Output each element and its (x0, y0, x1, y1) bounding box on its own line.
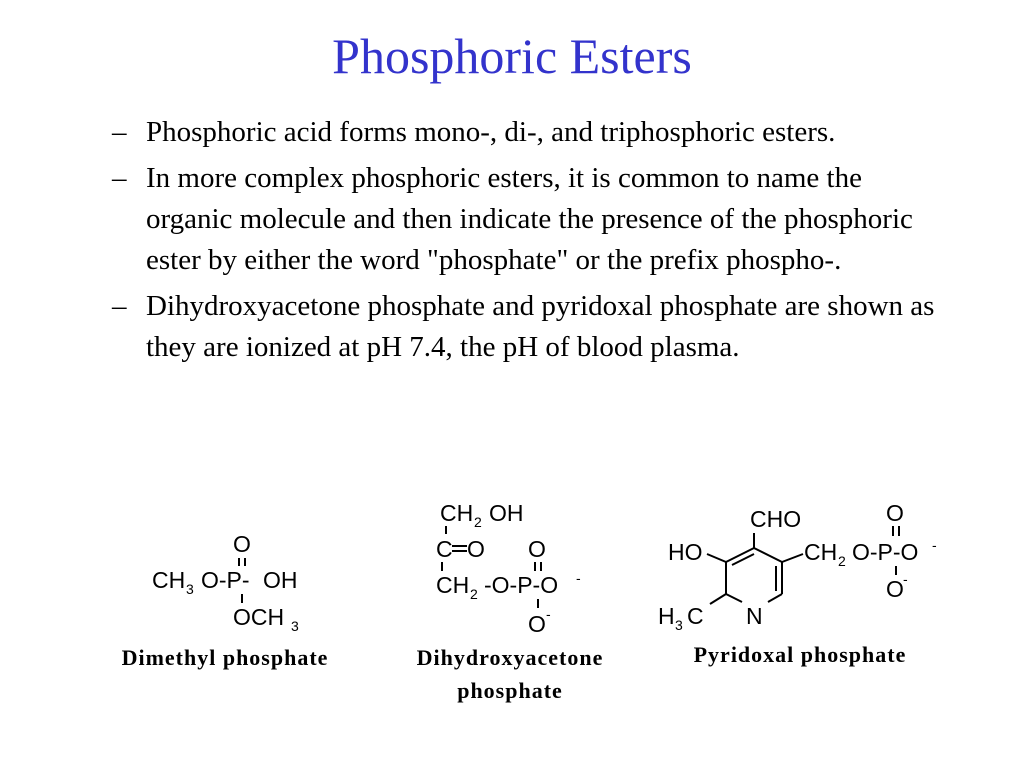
single-bond (710, 594, 726, 604)
phosphate-chain: -O-P-O (484, 572, 559, 598)
caption-dhap-line1: Dihydroxyacetone (416, 645, 604, 670)
phosphate-chain: O-P-O (852, 539, 919, 565)
caption-pyridoxal-phosphate: Pyridoxal phosphate (693, 642, 907, 667)
dhap-structure (436, 500, 581, 637)
atom-oh: OH (489, 500, 524, 526)
dimethyl-phosphate-structure (152, 531, 299, 634)
bullet-text: In more complex phosphoric esters, it is common to name the organic molecule and then indicate the presence of the phosphoric ester by either the word "phosphate" or the prefix phospho-. (146, 162, 913, 276)
atom-cho: CHO (750, 506, 802, 532)
atom-c: C (436, 536, 453, 562)
ring-bond (768, 594, 782, 602)
atom-o: O (886, 500, 904, 526)
bullet-text: Dihydroxyacetone phosphate and pyridoxal phosphate are shown as they are ionized at pH 7.4, the pH of blood plasma. (146, 290, 935, 363)
ester-chain: O-P- (201, 567, 250, 593)
atom-h: H (658, 603, 675, 629)
atom-o: O (467, 536, 485, 562)
subscript: 3 (291, 618, 299, 634)
atom-o: O (886, 576, 904, 602)
atom-oh: OH (263, 567, 298, 593)
subscript: 2 (838, 553, 846, 569)
charge-minus: - (932, 537, 937, 553)
caption-dhap-line2: phosphate (457, 678, 563, 703)
charge-minus: - (576, 570, 581, 586)
ring-bond (754, 548, 782, 562)
bullet-text: Phosphoric acid forms mono-, di-, and triphosphoric esters. (146, 116, 836, 148)
atom-c: C (687, 603, 704, 629)
subscript: 3 (675, 617, 683, 633)
charge-minus: - (546, 606, 551, 622)
single-bond (782, 554, 803, 562)
subscript: 3 (186, 581, 194, 597)
atom-ho: HO (668, 539, 703, 565)
atom-ch: CH (436, 572, 470, 598)
pyridoxal-phosphate-structure (658, 500, 937, 633)
subscript: 2 (474, 514, 482, 530)
ring-double-bond (732, 554, 754, 565)
single-bond (707, 554, 726, 562)
bullet-dash: – (112, 116, 127, 148)
atom-o: O (233, 531, 251, 557)
slide-title: Phosphoric Esters (332, 28, 692, 84)
subscript: 2 (470, 586, 478, 602)
atom-och: OCH (233, 604, 285, 630)
atom-o: O (528, 611, 546, 637)
caption-dimethyl-phosphate: Dimethyl phosphate (121, 645, 329, 670)
atom-o: O (528, 536, 546, 562)
ring-bond (726, 594, 742, 602)
atom-ch: CH (804, 539, 838, 565)
charge-minus: - (903, 571, 908, 587)
atom-n: N (746, 603, 763, 629)
bullet-dash: – (112, 290, 127, 322)
bullet-dash: – (112, 162, 127, 194)
atom-ch: CH (152, 567, 186, 593)
atom-ch: CH (440, 500, 474, 526)
